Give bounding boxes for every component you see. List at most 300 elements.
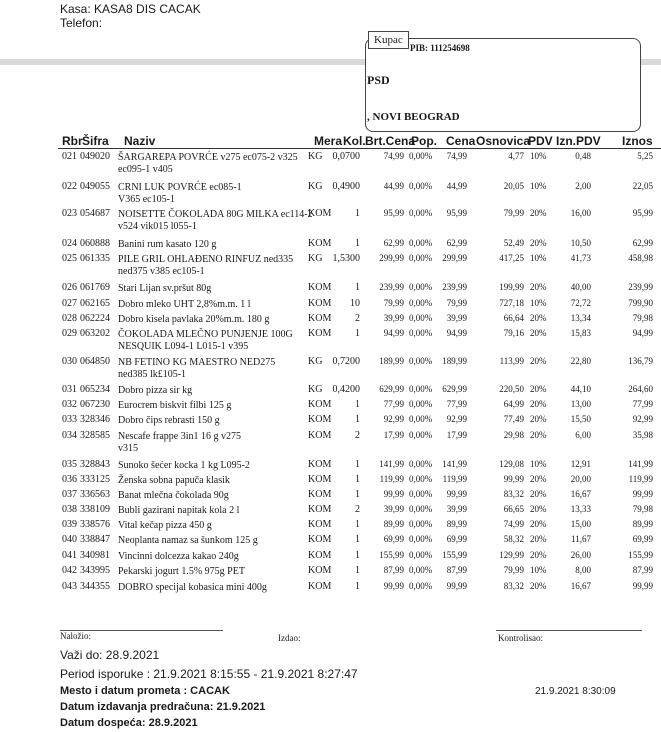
total-amount: 239,99 xyxy=(628,282,653,292)
item-code: 049055 xyxy=(80,181,110,192)
price: 239,99 xyxy=(442,282,467,292)
gross-price: 99,99 xyxy=(383,581,404,591)
gross-price: 155,99 xyxy=(379,550,404,560)
tax-base: 113,99 xyxy=(499,356,524,366)
vat-amount: 26,00 xyxy=(570,550,591,560)
item-name-line2: V365 ec105-1 xyxy=(118,194,175,205)
total-amount: 79,98 xyxy=(632,313,653,323)
row-number: 031 xyxy=(62,384,77,395)
gross-price: 17,99 xyxy=(383,430,404,440)
total-amount: 95,99 xyxy=(632,208,653,218)
item-name xyxy=(118,474,230,487)
vat-amount: 8,00 xyxy=(575,565,591,575)
delivery-period: Period isporuke : 21.9.2021 8:15:55 - 21.9.2021 8:27:47 xyxy=(60,667,358,681)
vat-rate: 10% xyxy=(530,253,547,263)
unit: KG xyxy=(308,181,323,192)
item-code: 063202 xyxy=(80,328,110,339)
row-number: 041 xyxy=(62,550,77,561)
item-code: 340981 xyxy=(80,550,110,561)
price: 79,99 xyxy=(446,298,467,308)
place-of-sale: Mesto i datum prometa : CACAK xyxy=(60,685,230,697)
valid-until: Važi do: 28.9.2021 xyxy=(60,648,160,662)
due-date: Datum dospeća: 28.9.2021 xyxy=(60,717,198,729)
vat-amount: 22,80 xyxy=(570,356,591,366)
price: 92,99 xyxy=(446,414,467,424)
total-amount: 69,99 xyxy=(632,534,653,544)
item-name-line1: Sunoko šećer kocka 1 kg L095-2 xyxy=(118,460,250,471)
quantity: 0,0700 xyxy=(332,151,360,162)
discount: 0,00% xyxy=(409,151,433,161)
unit: KOM xyxy=(308,550,332,561)
price: 89,99 xyxy=(446,519,467,529)
vat-amount: 72,72 xyxy=(570,298,591,308)
discount: 0,00% xyxy=(409,489,433,499)
table-row xyxy=(0,328,661,358)
discount: 0,00% xyxy=(409,534,433,544)
item-name xyxy=(118,459,250,472)
row-number: 035 xyxy=(62,459,77,470)
item-name-line1: Stari Lijan sv.pršut 80g xyxy=(118,283,212,294)
item-name xyxy=(118,298,251,311)
item-code: 338576 xyxy=(80,519,110,530)
buyer-city: , NOVI BEOGRAD xyxy=(367,111,460,123)
col-iznos: Iznos xyxy=(622,134,653,148)
unit: KOM xyxy=(308,565,332,576)
quantity: 10 xyxy=(350,298,360,309)
total-amount: 155,99 xyxy=(628,550,653,560)
signature-nalozio: Naložio: xyxy=(60,631,91,641)
vat-rate: 10% xyxy=(530,565,547,575)
col-pdv: PDV xyxy=(528,134,553,148)
tax-base: 83,32 xyxy=(503,581,524,591)
tax-base: 58,32 xyxy=(503,534,524,544)
item-name-line1: Banat mlečna čokolada 90g xyxy=(118,490,229,501)
gross-price: 94,99 xyxy=(383,328,404,338)
unit: KOM xyxy=(308,581,332,592)
gross-price: 39,99 xyxy=(383,313,404,323)
table-row xyxy=(0,151,661,181)
quantity: 1 xyxy=(355,550,360,561)
table-row xyxy=(0,208,661,238)
item-name-line2: NESQUIK L094-1 L015-1 v395 xyxy=(118,341,249,352)
gross-price: 99,99 xyxy=(383,489,404,499)
quantity: 1 xyxy=(355,474,360,485)
discount: 0,00% xyxy=(409,298,433,308)
item-code: 067230 xyxy=(80,399,110,410)
vat-rate: 20% xyxy=(530,534,547,544)
tax-base: 83,32 xyxy=(503,489,524,499)
discount: 0,00% xyxy=(409,282,433,292)
total-amount: 94,99 xyxy=(632,328,653,338)
price: 62,99 xyxy=(446,238,467,248)
issue-date: Datum izdavanja predračuna: 21.9.2021 xyxy=(60,701,266,713)
price: 629,99 xyxy=(442,384,467,394)
col-cena: Cena xyxy=(446,134,476,148)
unit: KOM xyxy=(308,459,332,470)
item-name-line1: CRNI LUK POVRĆE ec085-1 xyxy=(118,182,242,193)
vat-rate: 10% xyxy=(530,151,547,161)
tax-base: 66,65 xyxy=(503,504,524,514)
unit: KOM xyxy=(308,208,332,219)
vat-amount: 16,67 xyxy=(570,489,591,499)
col-rbr: Rbr xyxy=(62,134,83,148)
unit: KG xyxy=(308,151,323,162)
vat-amount: 2,00 xyxy=(575,181,591,191)
col-pop: Pop. xyxy=(411,134,437,148)
row-number: 026 xyxy=(62,282,77,293)
quantity: 0,4200 xyxy=(332,384,360,395)
item-name-line1: Banini rum kasato 120 g xyxy=(118,239,217,250)
item-name xyxy=(118,384,192,397)
price: 99,99 xyxy=(446,581,467,591)
item-name xyxy=(118,534,258,547)
vat-rate: 10% xyxy=(530,459,547,469)
item-code: 061769 xyxy=(80,282,110,293)
col-kol: Kol. xyxy=(343,134,366,148)
phone-label: Telefon: xyxy=(60,16,103,30)
item-name-line1: Neoplanta namaz sa šunkom 125 g xyxy=(118,535,258,546)
register-label: Kasa: KASA8 DIS CACAK xyxy=(60,2,201,16)
discount: 0,00% xyxy=(409,356,433,366)
total-amount: 458,98 xyxy=(628,253,653,263)
total-amount: 92,99 xyxy=(632,414,653,424)
total-amount: 99,99 xyxy=(632,489,653,499)
row-number: 037 xyxy=(62,489,77,500)
total-amount: 62,99 xyxy=(632,238,653,248)
item-name-line1: Nescafe frappe 3in1 16 g v275 xyxy=(118,431,242,442)
row-number: 030 xyxy=(62,356,77,367)
quantity: 2 xyxy=(355,504,360,515)
col-izn-pdv: Izn.PDV xyxy=(556,134,601,148)
item-code: 065234 xyxy=(80,384,110,395)
row-number: 022 xyxy=(62,181,77,192)
price: 17,99 xyxy=(446,430,467,440)
tax-base: 129,99 xyxy=(499,550,524,560)
item-code: 062165 xyxy=(80,298,110,309)
vat-rate: 20% xyxy=(530,282,547,292)
discount: 0,00% xyxy=(409,384,433,394)
table-row xyxy=(0,181,661,211)
discount: 0,00% xyxy=(409,474,433,484)
gross-price: 299,99 xyxy=(379,253,404,263)
buyer-pib: PIB: 111254698 xyxy=(410,43,470,53)
unit: KOM xyxy=(308,534,332,545)
item-code: 064850 xyxy=(80,356,110,367)
price: 94,99 xyxy=(446,328,467,338)
vat-rate: 20% xyxy=(530,328,547,338)
tax-base: 417,25 xyxy=(499,253,524,263)
row-number: 040 xyxy=(62,534,77,545)
vat-rate: 20% xyxy=(530,519,547,529)
table-row xyxy=(0,253,661,283)
total-amount: 264,60 xyxy=(628,384,653,394)
quantity: 1 xyxy=(355,565,360,576)
quantity: 1 xyxy=(355,581,360,592)
vat-amount: 15,00 xyxy=(570,519,591,529)
item-name xyxy=(118,430,241,443)
tax-base: 66,64 xyxy=(503,313,524,323)
col-naziv: Naziv xyxy=(124,134,156,148)
item-name-line1: Dobro mleko UHT 2,8%m.m. 1 l xyxy=(118,299,251,310)
item-name-line1: DOBRO specijal kobasica mini 400g xyxy=(118,582,267,593)
item-name xyxy=(118,550,239,563)
tax-base: 4,77 xyxy=(508,151,524,161)
item-name xyxy=(118,565,245,578)
unit: KOM xyxy=(308,282,332,293)
signature-kontrolisao: Kontrolisao: xyxy=(498,633,543,643)
unit: KOM xyxy=(308,519,332,530)
quantity: 1 xyxy=(355,282,360,293)
total-amount: 22,05 xyxy=(632,181,653,191)
item-name xyxy=(118,253,293,266)
quantity: 1 xyxy=(355,208,360,219)
col-osnovica: Osnovica xyxy=(476,134,531,148)
price: 74,99 xyxy=(446,151,467,161)
quantity: 1 xyxy=(355,399,360,410)
item-name-line1: Ženska sobna papuča klasik xyxy=(118,475,230,486)
quantity: 1 xyxy=(355,414,360,425)
quantity: 1 xyxy=(355,519,360,530)
tax-base: 74,99 xyxy=(503,519,524,529)
unit: KG xyxy=(308,384,323,395)
item-name-line1: Vital kečap pizza 450 g xyxy=(118,520,212,531)
vat-amount: 40,00 xyxy=(570,282,591,292)
quantity: 1 xyxy=(355,489,360,500)
price: 155,99 xyxy=(442,550,467,560)
total-amount: 136,79 xyxy=(628,356,653,366)
vat-rate: 20% xyxy=(530,504,547,514)
gross-price: 119,99 xyxy=(379,474,404,484)
gross-price: 87,99 xyxy=(383,565,404,575)
vat-rate: 20% xyxy=(530,550,547,560)
print-timestamp: 21.9.2021 8:30:09 xyxy=(535,686,616,697)
quantity: 2 xyxy=(355,313,360,324)
item-name xyxy=(118,414,220,427)
item-name-line2: v524 vik015 l055-1 xyxy=(118,221,197,232)
gross-price: 629,99 xyxy=(379,384,404,394)
item-name-line2: ned375 v385 ec105-1 xyxy=(118,266,205,277)
vat-amount: 12,91 xyxy=(570,459,591,469)
row-number: 036 xyxy=(62,474,77,485)
table-row xyxy=(0,430,661,460)
discount: 0,00% xyxy=(409,459,433,469)
gross-price: 79,99 xyxy=(383,298,404,308)
vat-amount: 10,50 xyxy=(570,238,591,248)
item-name xyxy=(118,399,231,412)
vat-amount: 15,50 xyxy=(570,414,591,424)
vat-rate: 10% xyxy=(530,298,547,308)
price: 95,99 xyxy=(446,208,467,218)
item-code: 328585 xyxy=(80,430,110,441)
signature-line-kontrolisao xyxy=(496,630,642,631)
discount: 0,00% xyxy=(409,430,433,440)
quantity: 1 xyxy=(355,534,360,545)
total-amount: 79,98 xyxy=(632,504,653,514)
vat-amount: 20,00 xyxy=(570,474,591,484)
row-number: 021 xyxy=(62,151,77,162)
unit: KOM xyxy=(308,328,332,339)
tax-base: 77,49 xyxy=(503,414,524,424)
vat-rate: 20% xyxy=(530,414,547,424)
item-name-line1: Vincinni dolcezza kakao 240g xyxy=(118,551,239,562)
item-code: 062224 xyxy=(80,313,110,324)
price: 299,99 xyxy=(442,253,467,263)
row-number: 025 xyxy=(62,253,77,264)
row-number: 024 xyxy=(62,238,77,249)
gross-price: 239,99 xyxy=(379,282,404,292)
vat-amount: 0,48 xyxy=(575,151,591,161)
quantity: 1 xyxy=(355,238,360,249)
unit: KOM xyxy=(308,504,332,515)
row-number: 034 xyxy=(62,430,77,441)
vat-rate: 20% xyxy=(530,313,547,323)
discount: 0,00% xyxy=(409,238,433,248)
price: 87,99 xyxy=(446,565,467,575)
discount: 0,00% xyxy=(409,414,433,424)
item-name-line1: Eurocrem biskvit filbi 125 g xyxy=(118,400,232,411)
item-code: 343995 xyxy=(80,565,110,576)
row-number: 038 xyxy=(62,504,77,515)
tax-base: 129,08 xyxy=(499,459,524,469)
total-amount: 35,98 xyxy=(632,430,653,440)
total-amount: 141,99 xyxy=(628,459,653,469)
vat-rate: 20% xyxy=(530,474,547,484)
item-code: 338847 xyxy=(80,534,110,545)
price: 189,99 xyxy=(442,356,467,366)
vat-rate: 20% xyxy=(530,238,547,248)
row-number: 042 xyxy=(62,565,77,576)
col-brt-cena: Brt.Cena xyxy=(365,134,416,148)
tax-base: 64,99 xyxy=(503,399,524,409)
discount: 0,00% xyxy=(409,253,433,263)
tax-base: 79,99 xyxy=(503,565,524,575)
item-name xyxy=(118,208,313,221)
total-amount: 799,90 xyxy=(628,298,653,308)
col-sifra: Šifra xyxy=(82,134,109,148)
row-number: 028 xyxy=(62,313,77,324)
item-name-line1: Dobro pizza sir kg xyxy=(118,385,193,396)
item-name xyxy=(118,181,242,194)
item-code: 328843 xyxy=(80,459,110,470)
row-number: 033 xyxy=(62,414,77,425)
tax-base: 29,98 xyxy=(503,430,524,440)
discount: 0,00% xyxy=(409,519,433,529)
item-name-line2: ec095-1 v405 xyxy=(118,164,173,175)
item-code: 333125 xyxy=(80,474,110,485)
total-amount: 87,99 xyxy=(632,565,653,575)
gross-price: 44,99 xyxy=(383,181,404,191)
vat-rate: 20% xyxy=(530,489,547,499)
item-code: 049020 xyxy=(80,151,110,162)
vat-amount: 15,83 xyxy=(570,328,591,338)
item-name xyxy=(118,581,267,594)
quantity: 0,4900 xyxy=(332,181,360,192)
discount: 0,00% xyxy=(409,550,433,560)
vat-amount: 44,10 xyxy=(570,384,591,394)
price: 77,99 xyxy=(446,399,467,409)
item-name-line1: Dobro kisela pavlaka 20%m.m. 180 g xyxy=(118,314,270,325)
tax-base: 52,49 xyxy=(503,238,524,248)
item-name xyxy=(118,151,298,164)
table-row xyxy=(0,356,661,386)
discount: 0,00% xyxy=(409,504,433,514)
item-name-line2: ned385 lk£105-1 xyxy=(118,369,187,380)
gross-price: 95,99 xyxy=(383,208,404,218)
unit: KOM xyxy=(308,430,332,441)
item-name-line1: Dobro čips rebrasti 150 g xyxy=(118,415,220,426)
item-name-line1: PILE GRIL OHLAĐENO RINFUZ ned335 xyxy=(118,254,294,265)
table-row xyxy=(0,581,661,611)
vat-amount: 13,34 xyxy=(570,313,591,323)
gross-price: 89,99 xyxy=(383,519,404,529)
vat-rate: 20% xyxy=(530,384,547,394)
gross-price: 39,99 xyxy=(383,504,404,514)
header-rule xyxy=(58,148,661,149)
item-code: 338109 xyxy=(80,504,110,515)
tax-base: 220,50 xyxy=(499,384,524,394)
total-amount: 77,99 xyxy=(632,399,653,409)
item-name-line1: Bubli gazirani napitak kola 2 l xyxy=(118,505,240,516)
vat-rate: 10% xyxy=(530,181,547,191)
row-number: 023 xyxy=(62,208,77,219)
price: 69,99 xyxy=(446,534,467,544)
quantity: 2 xyxy=(355,430,360,441)
buyer-tag: Kupac xyxy=(368,31,409,49)
tax-base: 727,18 xyxy=(499,298,524,308)
vat-amount: 16,67 xyxy=(570,581,591,591)
item-code: 336563 xyxy=(80,489,110,500)
discount: 0,00% xyxy=(409,565,433,575)
vat-rate: 20% xyxy=(530,356,547,366)
item-name xyxy=(118,313,269,326)
row-number: 043 xyxy=(62,581,77,592)
vat-rate: 20% xyxy=(530,208,547,218)
quantity: 1,5300 xyxy=(332,253,360,264)
tax-base: 79,99 xyxy=(503,208,524,218)
gross-price: 74,99 xyxy=(383,151,404,161)
tax-base: 20,05 xyxy=(503,181,524,191)
total-amount: 89,99 xyxy=(632,519,653,529)
buyer-name: PSD xyxy=(367,73,390,87)
unit: KOM xyxy=(308,238,332,249)
row-number: 032 xyxy=(62,399,77,410)
row-number: 029 xyxy=(62,328,77,339)
item-code: 060888 xyxy=(80,238,110,249)
unit: KG xyxy=(308,253,323,264)
gross-price: 69,99 xyxy=(383,534,404,544)
price: 44,99 xyxy=(446,181,467,191)
vat-amount: 13,00 xyxy=(570,399,591,409)
item-name-line1: Pekarski jogurt 1.5% 975g PET xyxy=(118,566,245,577)
tax-base: 199,99 xyxy=(499,282,524,292)
discount: 0,00% xyxy=(409,181,433,191)
item-name xyxy=(118,504,239,517)
item-name xyxy=(118,356,275,369)
discount: 0,00% xyxy=(409,313,433,323)
unit: KOM xyxy=(308,414,332,425)
price: 39,99 xyxy=(446,504,467,514)
item-name xyxy=(118,328,293,341)
tax-base: 79,16 xyxy=(503,328,524,338)
total-amount: 5,25 xyxy=(637,151,653,161)
price: 141,99 xyxy=(442,459,467,469)
quantity: 1 xyxy=(355,328,360,339)
vat-rate: 20% xyxy=(530,430,547,440)
gross-price: 77,99 xyxy=(383,399,404,409)
item-name-line1: ŠARGAREPA POVRĆE v275 ec075-2 v325 xyxy=(118,152,298,163)
unit: KOM xyxy=(308,298,332,309)
vat-amount: 13,33 xyxy=(570,504,591,514)
